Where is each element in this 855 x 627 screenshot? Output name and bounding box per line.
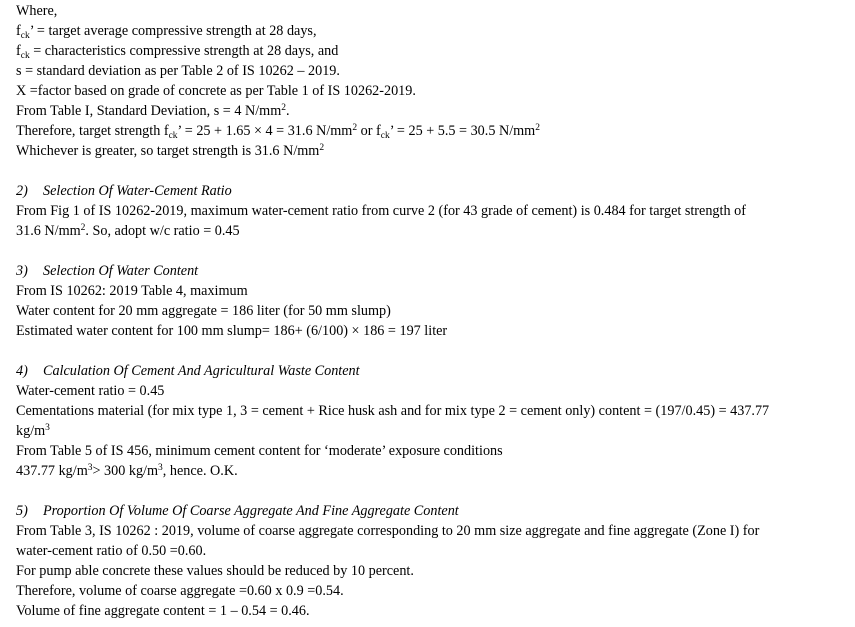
where-label: Where, — [16, 3, 58, 19]
section-4-line-2: Cementations material (for mix type 1, 3 = cement + Rice husk ash and for mix type 2 = cement only) content = (197/0.45) = 437.77 — [16, 403, 770, 419]
section-4-line-3: $kg/m^3$ — [16, 423, 50, 439]
section-5-line-3: For pump able concrete these values should be reduced by 10 percent. — [16, 563, 414, 579]
section-5-heading: 5) Proportion Of Volume Of Coarse Aggregate And Fine Aggregate Content — [16, 503, 459, 519]
whichever-greater-line: Whichever is greater, so target strength is 31.6 $N/mm^2$ — [16, 143, 325, 159]
section-3-line-1: From IS 10262: 2019 Table 4, maximum — [16, 283, 248, 299]
section-5-line-4: Therefore, volume of coarse aggregate =0.60 x 0.9 =0.54. — [16, 583, 344, 599]
section-5-line-5: Volume of fine aggregate content = 1 – 0.54 = 0.46. — [16, 603, 310, 619]
section-2-line-1: From Fig 1 of IS 10262-2019, maximum water-cement ratio from curve 2 (for 43 grade of cement) is 0.484 for target strength of — [16, 203, 746, 219]
section-5-line-2: water-cement ratio of 0.50 =0.60. — [16, 543, 207, 559]
section-4-heading: 4) Calculation Of Cement And Agricultural Waste Content — [16, 363, 360, 379]
section-4-line-5: 437.77 $kg/m^3> 300$ $kg/m^3$, hence. O.K. — [16, 463, 238, 479]
section-4-line-4: From Table 5 of IS 456, minimum cement content for ‘moderate’ exposure conditions — [16, 443, 503, 459]
section-3-heading: 3) Selection Of Water Content — [16, 263, 199, 279]
section-5-line-1: From Table 3, IS 10262 : 2019, volume of coarse aggregate corresponding to 20 mm size aggregate and fine aggregate (Zone I) for — [16, 523, 760, 539]
section-2-line-2: 31.6 $N/mm^2$. So, adopt w/c ratio = 0.45 — [16, 223, 240, 239]
section-3-line-2: Water content for 20 mm aggregate = 186 liter (for 50 mm slump) — [16, 303, 391, 319]
definition-fck-prime: $f_{ck}$’ = target average compressive strength at 28 days, — [16, 23, 317, 41]
definition-x: X =factor based on grade of concrete as per Table 1 of IS 10262-2019. — [16, 83, 416, 99]
definition-s: s = standard deviation as per Table 2 of IS 10262 – 2019. — [16, 63, 340, 79]
definition-fck: $f_{ck}$ = characteristics compressive strength at 28 days, and — [16, 43, 339, 61]
standard-deviation-line: From Table I, Standard Deviation, s = 4 $N/mm^2$. — [16, 103, 290, 119]
section-4-line-1: Water-cement ratio = 0.45 — [16, 383, 165, 399]
section-2-heading: 2) Selection Of Water-Cement Ratio — [16, 183, 232, 199]
section-3-line-3: Estimated water content for 100 mm slump= 186+ (6/100) × 186 = 197 liter — [16, 323, 448, 339]
target-strength-line: Therefore, target strength $f_{ck}$’ = 25 + 1.65 × 4 = 31.6 $N/mm^2$ or $f_{ck}$’ = 25 + 5.5 = 30.5 $N/mm^2$ — [16, 123, 540, 141]
